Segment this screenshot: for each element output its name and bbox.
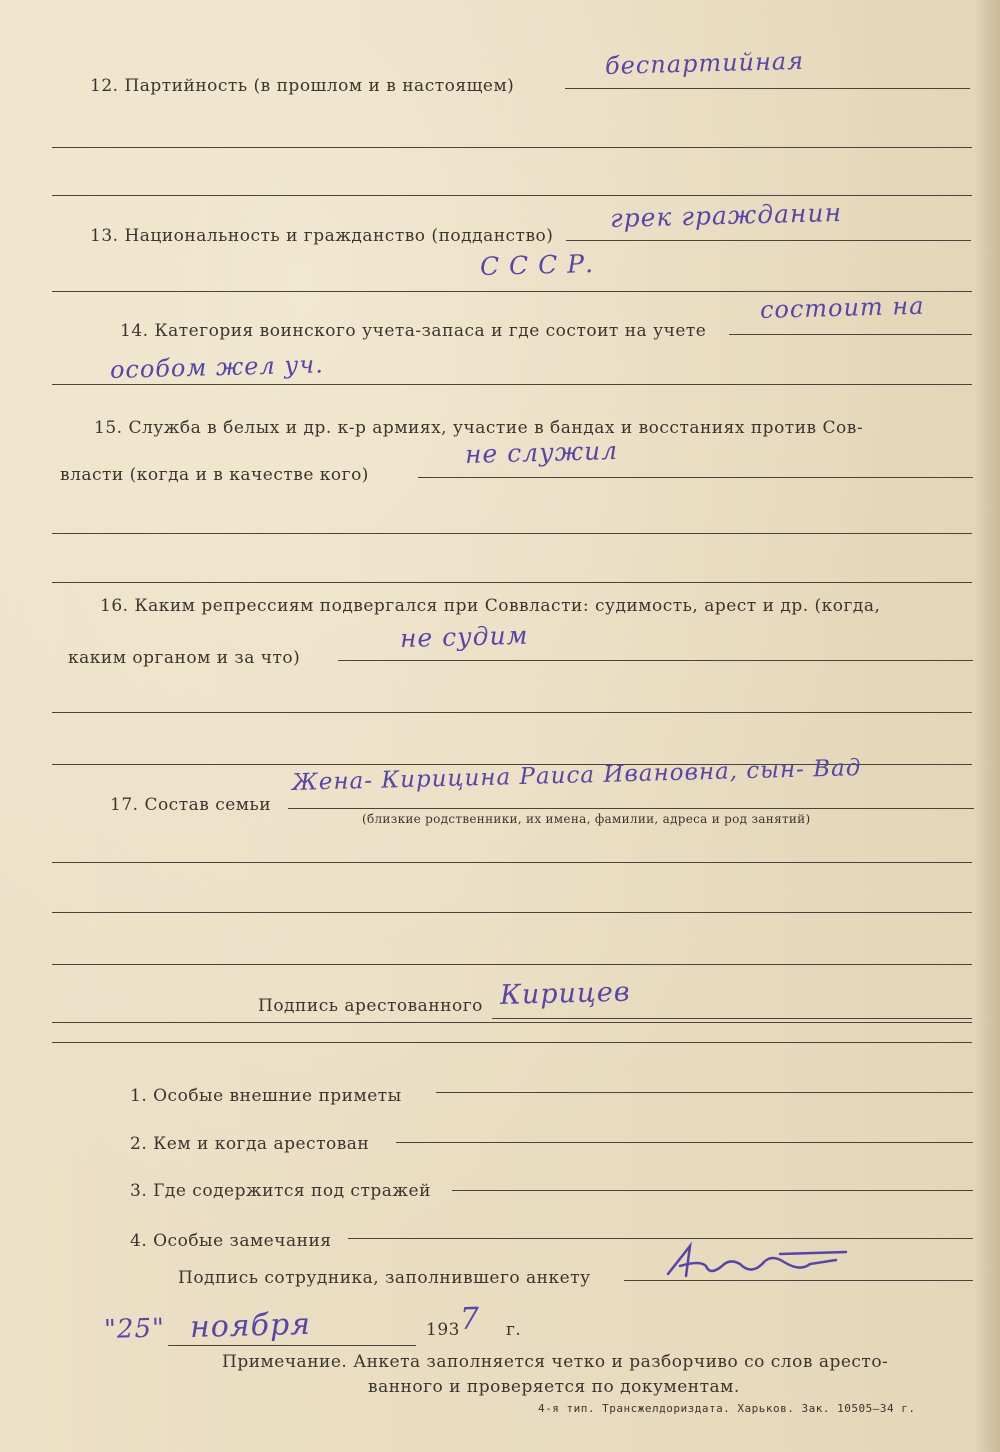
q13-line xyxy=(566,240,971,241)
q15-line-3 xyxy=(52,582,972,583)
date-day: "25" xyxy=(103,1313,166,1345)
date-month: ноября xyxy=(189,1306,312,1345)
s3-line xyxy=(452,1190,973,1191)
q15-line xyxy=(418,477,973,478)
q14-line xyxy=(729,334,972,335)
s4-label: 4. Особые замечания xyxy=(130,1231,332,1251)
q17-line-3 xyxy=(52,912,972,913)
s1-line xyxy=(436,1092,973,1093)
date-month-line xyxy=(168,1345,416,1346)
q16-line xyxy=(338,660,973,661)
q12-label: 12. Партийность (в прошлом и в настоящем) xyxy=(90,76,515,96)
q14-line-2 xyxy=(52,384,972,385)
s2-line xyxy=(396,1142,973,1143)
q16-answer: не судим xyxy=(399,620,529,653)
s3-label: 3. Где содержится под стражей xyxy=(130,1181,431,1201)
page-edge-shadow xyxy=(974,0,1000,1452)
arrested-signature-line xyxy=(492,1018,972,1019)
q17-label: 17. Состав семьи xyxy=(110,795,272,815)
q12-line-2 xyxy=(52,147,972,148)
date-year-suffix: г. xyxy=(506,1320,522,1340)
date-year-digit: 7 xyxy=(459,1301,481,1337)
employee-signature-label: Подпись сотрудника, заполнившего анкету xyxy=(178,1268,591,1288)
q14-label: 14. Категория воинского учета-запаса и где состоит на учете xyxy=(120,321,707,341)
q13-label: 13. Национальность и гражданство (подданство) xyxy=(90,226,554,246)
q14-answer-2: особом жел уч. xyxy=(109,350,325,384)
divider-line xyxy=(52,1022,972,1023)
q16-label-2: каким органом и за что) xyxy=(68,648,301,668)
arrested-signature-label: Подпись арестованного xyxy=(258,996,483,1016)
s2-label: 2. Кем и когда арестован xyxy=(130,1134,370,1154)
q17-line-2 xyxy=(52,862,972,863)
q12-answer: беспартийная xyxy=(604,46,805,80)
q15-line-2 xyxy=(52,533,972,534)
q12-line xyxy=(565,88,970,89)
q17-hint: (близкие родственники, их имена, фамилии, адреса и род занятий) xyxy=(362,812,811,826)
note-line-1: Примечание. Анкета заполняется четко и разборчиво со слов аресто- xyxy=(222,1352,889,1372)
arrested-signature: Кирицев xyxy=(499,976,631,1011)
q15-answer: не служил xyxy=(464,435,619,469)
s1-label: 1. Особые внешние приметы xyxy=(130,1086,402,1106)
q15-label-2: власти (когда и в качестве кого) xyxy=(60,465,369,485)
q16-line-2 xyxy=(52,712,972,713)
q13-line-2 xyxy=(52,291,972,292)
q17-line xyxy=(288,808,974,809)
employee-signature-scribble xyxy=(660,1236,860,1296)
q17-line-4 xyxy=(52,964,972,965)
q12-line-3 xyxy=(52,195,972,196)
q13-answer-1: грек гражданин xyxy=(609,197,843,233)
q13-answer-2: С С С Р. xyxy=(479,249,595,281)
printer-imprint: 4-я тип. Трансжелдориздата. Харьков. Зак. 10505—34 г. xyxy=(538,1402,916,1415)
q14-answer-1: состоит на xyxy=(759,291,925,324)
note-line-2: ванного и проверяется по документам. xyxy=(368,1377,740,1397)
q17-answer: Жена- Кирицина Раиса Ивановна, сын- Вад xyxy=(291,755,862,796)
q15-label-1: 15. Служба в белых и др. к-р армиях, участие в бандах и восстаниях против Сов- xyxy=(94,418,864,438)
divider-line-2 xyxy=(52,1042,972,1043)
date-year-prefix: 193 xyxy=(426,1320,460,1340)
q16-label-1: 16. Каким репрессиям подвергался при Соввласти: судимость, арест и др. (когда, xyxy=(100,596,881,616)
